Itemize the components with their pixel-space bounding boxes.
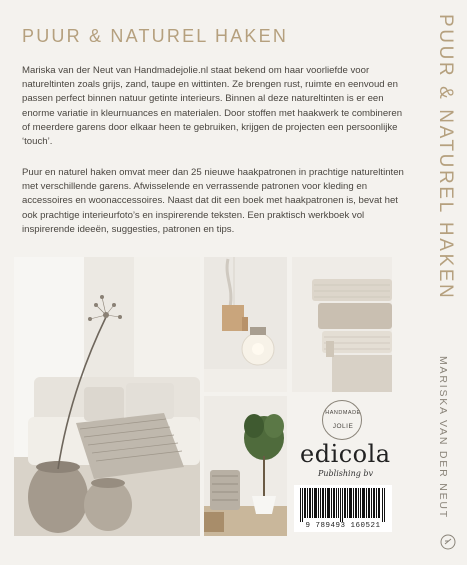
description-paragraph-2: Puur en naturel haken omvat meer dan 25 nieuwe haakpatronen in prachtige natureltinten met verschillende garens. Afwisselende en verrassende patronen voor kleding en accessoires en woonaccessoires. Naast dat dit een boek met haakpatronen is, bevat het ook prachtige interieurfoto’s en inspirerende teksten. Een praktisch werkboek vol inspirerende ideeën, suggesties, patronen en tips. (22, 167, 404, 235)
barcode-bars (300, 488, 386, 522)
lamp-photo (204, 257, 287, 392)
pillows-photo (292, 257, 392, 392)
spine-title-text: PUUR & NATUREL HAKEN (435, 14, 456, 301)
publisher-logo: edicola (300, 440, 391, 468)
spine-author (428, 356, 458, 536)
edicola-circle-logo-icon (440, 534, 456, 550)
badge-bottom-text: JOLIE (332, 423, 354, 430)
spine-title (425, 14, 465, 344)
description-paragraph-1: Mariska van der Neut van Handmadejolie.nl staat bekend om haar voorliefde voor natureltinten zoals grijs, zand, taupe en wittinten. Ze brengen rust, ruimte en eenvoud en passen perfect binnen natuur getinte interieurs. Binnen al deze natureltinten is er een enorme variatie in kleurnuances en materialen. Door stoffen met haakwerk te combineren of meerdere garens door elkaar heen te gebruiken, krijgen de projecten een persoonlijke ‘touch’. (22, 65, 403, 148)
publisher-tagline: Publishing bv (318, 469, 374, 478)
handmade-jolie-badge (322, 400, 362, 440)
plant-photo (204, 396, 287, 536)
isbn-barcode (294, 485, 392, 532)
spine-author-text: MARISKA VAN DER NEUT (437, 356, 449, 519)
living-room-photo (14, 257, 200, 536)
isbn-number: 9 789493 160521 (305, 522, 381, 530)
cover-title: PUUR & NATUREL HAKEN (22, 26, 289, 46)
badge-top-text: HANDMADE (325, 410, 361, 416)
